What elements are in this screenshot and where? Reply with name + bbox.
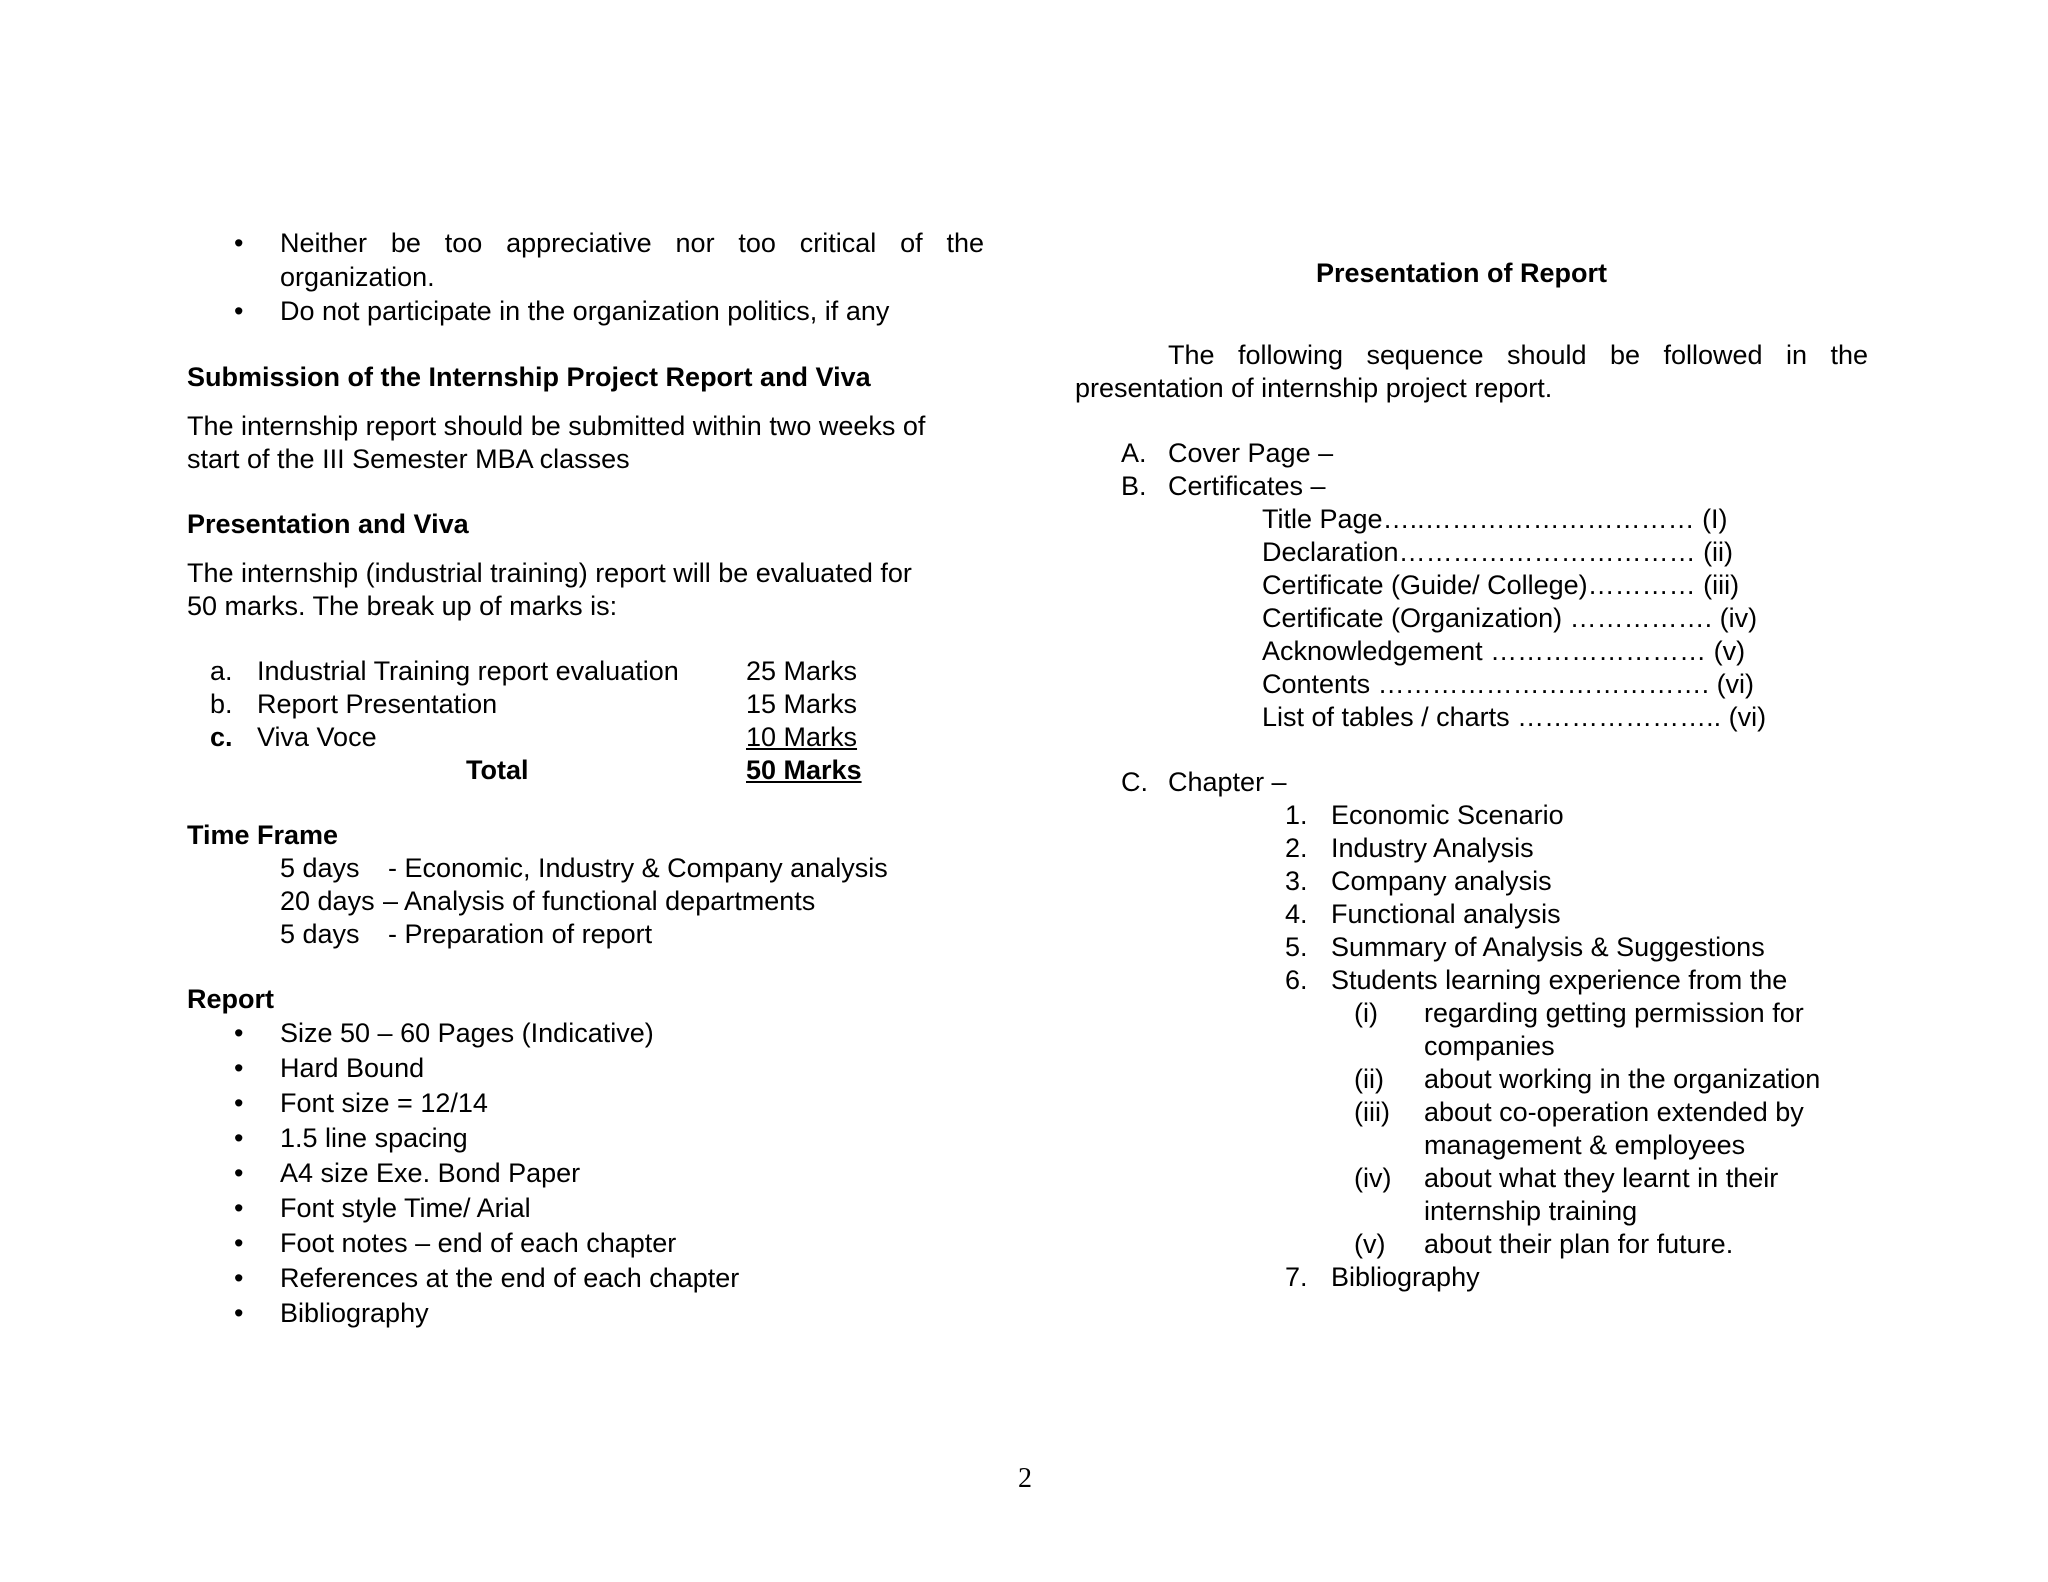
bullet-icon: •: [234, 1263, 244, 1293]
chapter-number: 4.: [1285, 899, 1308, 929]
sub-number: (ii): [1354, 1064, 1384, 1094]
time-frame-desc: - Preparation of report: [388, 919, 653, 949]
chapter-number: 6.: [1285, 965, 1308, 995]
list-item: Contents ………………………………. (vi): [1262, 669, 1755, 699]
marks-letter: c.: [210, 722, 233, 752]
time-frame-desc: - Economic, Industry & Company analysis: [388, 853, 888, 883]
sub-text: management & employees: [1424, 1130, 1746, 1160]
list-item: Hard Bound: [280, 1053, 425, 1083]
section-heading: Presentation and Viva: [187, 509, 469, 539]
marks-item: Viva Voce: [257, 722, 377, 752]
sub-text: regarding getting permission for: [1424, 998, 1804, 1028]
section-label: Certificates –: [1168, 471, 1326, 501]
list-item: A4 size Exe. Bond Paper: [280, 1158, 581, 1188]
paragraph: The internship report should be submitted within two weeks of: [187, 411, 926, 441]
chapter-number: 1.: [1285, 800, 1308, 830]
paragraph: presentation of internship project report.: [1075, 373, 1553, 403]
section-heading: Time Frame: [187, 820, 339, 850]
sub-text: about working in the organization: [1424, 1064, 1821, 1094]
sub-text: internship training: [1424, 1196, 1638, 1226]
time-frame-days: 5 days: [280, 853, 360, 883]
list-item: Font size = 12/14: [280, 1088, 488, 1118]
section-label: Cover Page –: [1168, 438, 1334, 468]
section-heading: Report: [187, 984, 274, 1014]
marks-value: 15 Marks: [746, 689, 858, 719]
list-item: Acknowledgement …………………… (v): [1262, 636, 1746, 666]
list-item: Declaration…………………………… (ii): [1262, 537, 1734, 567]
total-marks: 50 Marks: [746, 755, 862, 785]
sub-text: companies: [1424, 1031, 1555, 1061]
list-item: Size 50 – 60 Pages (Indicative): [280, 1018, 654, 1048]
paragraph: 50 marks. The break up of marks is:: [187, 591, 618, 621]
list-item-text: Neither be too appreciative nor too critical of the: [280, 228, 984, 258]
section-label: Chapter –: [1168, 767, 1287, 797]
sub-number: (iv): [1354, 1163, 1392, 1193]
time-frame-days: 20 days: [280, 886, 375, 916]
marks-value: 25 Marks: [746, 656, 858, 686]
section-heading: Submission of the Internship Project Report and Viva: [187, 362, 871, 392]
bullet-icon: •: [234, 1193, 244, 1223]
chapter-number: 7.: [1285, 1262, 1308, 1292]
bullet-icon: •: [234, 1298, 244, 1328]
bullet-icon: •: [234, 296, 244, 326]
time-frame-desc: – Analysis of functional departments: [383, 886, 816, 916]
bullet-icon: •: [234, 1018, 244, 1048]
list-item-text: Do not participate in the organization politics, if any: [280, 296, 890, 326]
chapter-title: Economic Scenario: [1331, 800, 1564, 830]
list-item: Foot notes – end of each chapter: [280, 1228, 677, 1258]
chapter-title: Industry Analysis: [1331, 833, 1534, 863]
marks-item: Industrial Training report evaluation: [257, 656, 679, 686]
list-item: Certificate (Guide/ College)………… (iii): [1262, 570, 1740, 600]
list-item: Bibliography: [280, 1298, 429, 1328]
paragraph: The following sequence should be followed in the: [1168, 340, 1868, 370]
bullet-icon: •: [234, 1228, 244, 1258]
sub-text: about co-operation extended by: [1424, 1097, 1804, 1127]
sub-text: about their plan for future.: [1424, 1229, 1734, 1259]
chapter-title: Company analysis: [1331, 866, 1552, 896]
chapter-number: 3.: [1285, 866, 1308, 896]
sub-text: about what they learnt in their: [1424, 1163, 1779, 1193]
chapter-title: Summary of Analysis & Suggestions: [1331, 932, 1765, 962]
bullet-icon: •: [234, 1088, 244, 1118]
page-number: 2: [1018, 1463, 1032, 1494]
paragraph: start of the III Semester MBA classes: [187, 444, 630, 474]
sub-number: (iii): [1354, 1097, 1390, 1127]
paragraph: The internship (industrial training) report will be evaluated for: [187, 558, 912, 588]
marks-letter: a.: [210, 656, 233, 686]
bullet-icon: •: [234, 1123, 244, 1153]
marks-item: Report Presentation: [257, 689, 498, 719]
section-letter: C.: [1121, 767, 1148, 797]
list-item: References at the end of each chapter: [280, 1263, 740, 1293]
total-label: Total: [466, 755, 529, 785]
sub-number: (i): [1354, 998, 1378, 1028]
marks-letter: b.: [210, 689, 233, 719]
chapter-title: Students learning experience from the: [1331, 965, 1788, 995]
list-item: 1.5 line spacing: [280, 1123, 468, 1153]
marks-value: 10 Marks: [746, 722, 858, 752]
bullet-icon: •: [234, 1158, 244, 1188]
list-item: Certificate (Organization) ……………. (iv): [1262, 603, 1758, 633]
list-item: Font style Time/ Arial: [280, 1193, 531, 1223]
chapter-number: 2.: [1285, 833, 1308, 863]
sub-number: (v): [1354, 1229, 1386, 1259]
list-item: List of tables / charts ………………….. (vi): [1262, 702, 1767, 732]
time-frame-days: 5 days: [280, 919, 360, 949]
bullet-icon: •: [234, 1053, 244, 1083]
section-letter: A.: [1121, 438, 1147, 468]
page-title: Presentation of Report: [1316, 258, 1608, 288]
chapter-title: Bibliography: [1331, 1262, 1480, 1292]
list-item: Title Page…..………………………… (I): [1262, 504, 1728, 534]
list-item-text: organization.: [280, 262, 435, 292]
chapter-number: 5.: [1285, 932, 1308, 962]
chapter-title: Functional analysis: [1331, 899, 1561, 929]
bullet-icon: •: [234, 228, 244, 258]
section-letter: B.: [1121, 471, 1147, 501]
